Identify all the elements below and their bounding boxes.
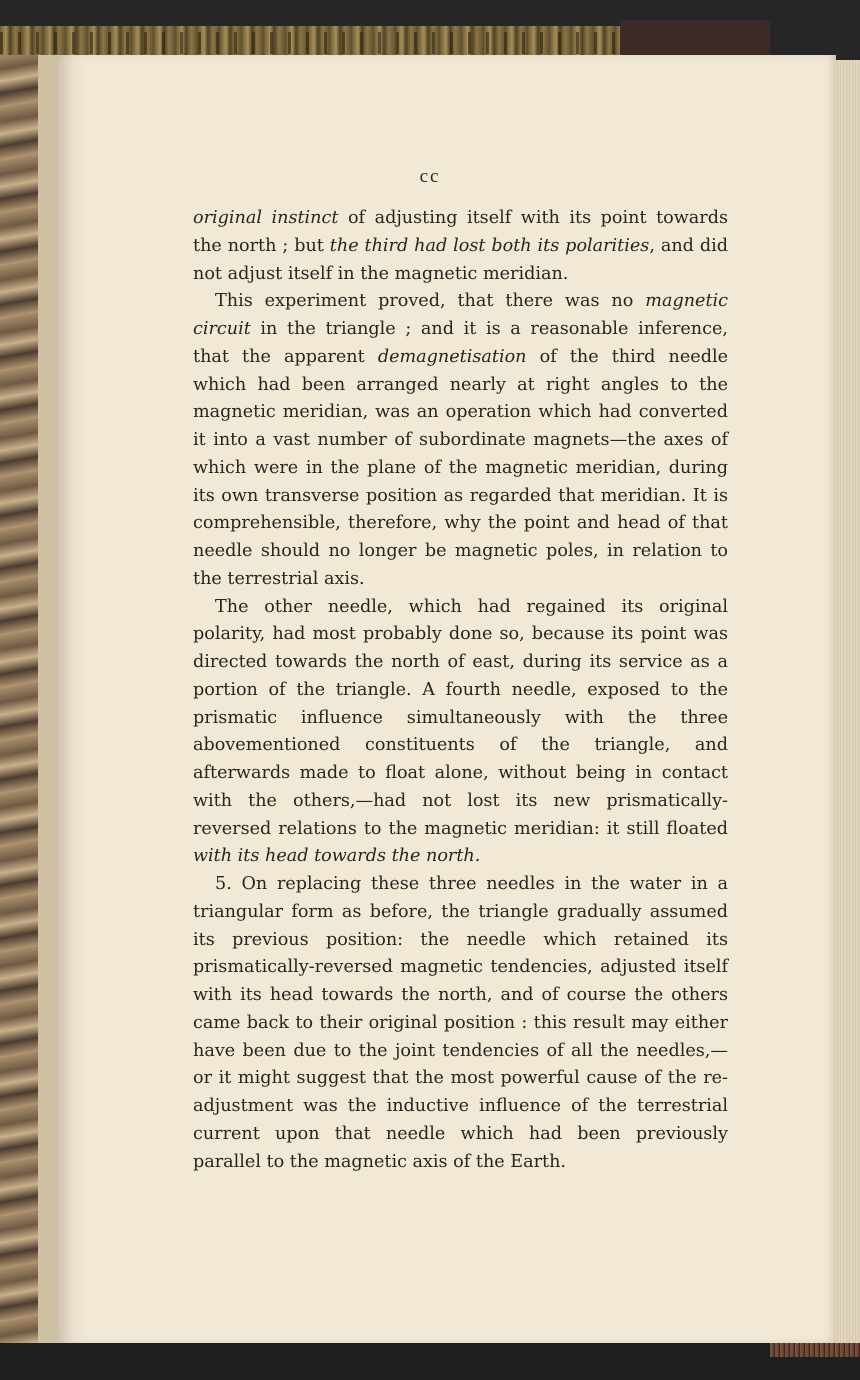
text-run: original instinct xyxy=(193,208,339,228)
text-run: , and did not adjust itself in the magnetic meridian. xyxy=(193,235,728,284)
text-run: with its head towards the north. xyxy=(193,846,481,867)
leather-binding xyxy=(620,20,770,60)
text-run: 5. On replacing these three needles in the water in a triangular form as before, the triangle gradually assumed its previous position: the needle which retained its prismatically-reversed magnetic tendencies, adjusted itself with its head towards the north, and of course the others came back to their original position : this result may either have been due to the joint tendencies of all the needles,—or it might suggest that the most powerful cause of the re-adjustment was the inductive influence of the terrestrial current upon that needle which had been previously parallel to the magnetic axis of the Earth. xyxy=(193,874,728,1172)
bottom-edge xyxy=(0,1343,860,1380)
text-run: magnetic circuit xyxy=(193,291,728,339)
text-run: This experiment proved, that there was no xyxy=(215,291,646,312)
page-number: cc xyxy=(419,166,441,187)
text-run: in the triangle ; and it is a reasonable inference, that the apparent xyxy=(193,319,728,367)
text-run: demagnetisation xyxy=(377,346,527,367)
text-run: the third had lost both its polarities xyxy=(329,235,650,256)
text-run: of adjusting itself with its point towards the north ; but xyxy=(193,208,728,256)
paragraph xyxy=(193,871,728,1176)
body-text xyxy=(193,205,728,1176)
page-block-edge xyxy=(836,60,860,1345)
text-run: The other needle, which had regained its original polarity, had most probably done so, because its point was directed towards the north of east, during its service as a portion of the triangle. A fourth needle, exposed to the prismatic influence simultaneously with the three abovementioned constituents of the triangle, and afterwards made to float alone, without being in contact with the others,—had not lost its new prismatically-reversed relations to the magnetic meridian: it still floated xyxy=(193,596,728,839)
paragraph xyxy=(193,594,728,872)
paragraph xyxy=(193,205,728,288)
paragraph xyxy=(193,288,728,593)
marbled-page-edge xyxy=(0,55,60,1345)
text-run: of the third needle which had been arranged nearly at right angles to the magnetic meridian, was an operation which had converted it into a vast number of subordinate magnets—the axes of which were in the plane of the magnetic meridian, during its own transverse position as regarded that meridian. It is comprehensible, therefore, why the point and head of that needle should no longer be magnetic poles, in relation to the terrestrial axis. xyxy=(193,346,728,589)
